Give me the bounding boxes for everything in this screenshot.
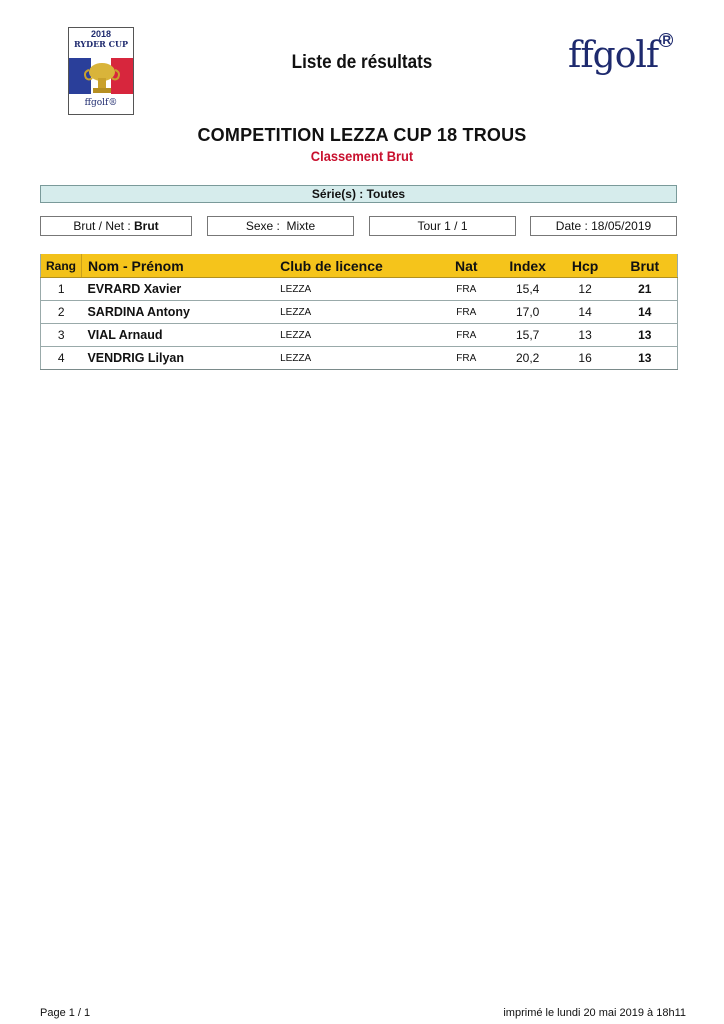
sexe-box: Sexe : Mixte: [207, 216, 354, 236]
ryder-logo-name: RYDER CUP: [74, 39, 128, 49]
competition-subtitle: Classement Brut: [310, 148, 414, 164]
ffgolf-logo-text: ffgolf: [568, 35, 659, 76]
col-header-brut: Brut: [613, 254, 678, 278]
cell-index: 20,2: [498, 347, 558, 370]
cell-hcp: 16: [558, 347, 613, 370]
cell-rang: 3: [41, 324, 82, 347]
date-box: Date : 18/05/2019: [530, 216, 677, 236]
cell-nom: EVRARD Xavier: [81, 278, 274, 301]
table-row: [41, 278, 678, 301]
cell-nat: FRA: [435, 324, 498, 347]
cell-brut: 21: [613, 278, 678, 301]
cell-rang: 2: [41, 301, 82, 324]
page-number: Page 1 / 1: [40, 1007, 91, 1019]
cell-club: LEZZA: [274, 324, 435, 347]
competition-title: COMPETITION LEZZA CUP 18 TROUS: [197, 125, 527, 145]
col-header-nat: Nat: [435, 254, 498, 278]
cell-index: 15,4: [498, 278, 558, 301]
document-title: Liste de résultats: [291, 52, 433, 73]
ryder-logo-year: 2018: [90, 29, 112, 39]
table-header-row: [41, 254, 678, 278]
cell-index: 17,0: [498, 301, 558, 324]
print-timestamp: imprimé le lundi 20 mai 2019 à 18h11: [503, 1007, 686, 1019]
registered-icon: R: [659, 33, 673, 47]
col-header-index: Index: [498, 254, 558, 278]
brut-net-value: Brut: [134, 219, 159, 233]
cell-nat: FRA: [435, 301, 498, 324]
ryder-logo-brand: ffgolf®: [84, 98, 118, 108]
cell-hcp: 12: [558, 278, 613, 301]
cell-hcp: 13: [558, 324, 613, 347]
cell-brut: 14: [613, 301, 678, 324]
brut-net-label: Brut / Net :: [73, 219, 131, 233]
results-table: [40, 254, 678, 370]
table-row: [41, 301, 678, 324]
series-filter-bar: Série(s) : Toutes: [40, 185, 677, 203]
cell-club: LEZZA: [274, 278, 435, 301]
cell-index: 15,7: [498, 324, 558, 347]
table-row: [41, 347, 678, 370]
cell-nom: VIAL Arnaud: [81, 324, 274, 347]
cell-brut: 13: [613, 324, 678, 347]
cell-nom: SARDINA Antony: [81, 301, 274, 324]
ffgolf-logo: [568, 33, 672, 76]
cell-nat: FRA: [435, 278, 498, 301]
cell-club: LEZZA: [274, 347, 435, 370]
col-header-club: Club de licence: [274, 254, 435, 278]
brut-net-box: [40, 216, 192, 236]
cell-nat: FRA: [435, 347, 498, 370]
cell-rang: 4: [41, 347, 82, 370]
cell-rang: 1: [41, 278, 82, 301]
col-header-nom: Nom - Prénom: [81, 254, 274, 278]
col-header-rang: Rang: [41, 254, 82, 278]
cell-club: LEZZA: [274, 301, 435, 324]
cell-hcp: 14: [558, 301, 613, 324]
cell-brut: 13: [613, 347, 678, 370]
col-header-hcp: Hcp: [558, 254, 613, 278]
tour-box: Tour 1 / 1: [369, 216, 516, 236]
cell-nom: VENDRIG Lilyan: [81, 347, 274, 370]
table-row: [41, 324, 678, 347]
